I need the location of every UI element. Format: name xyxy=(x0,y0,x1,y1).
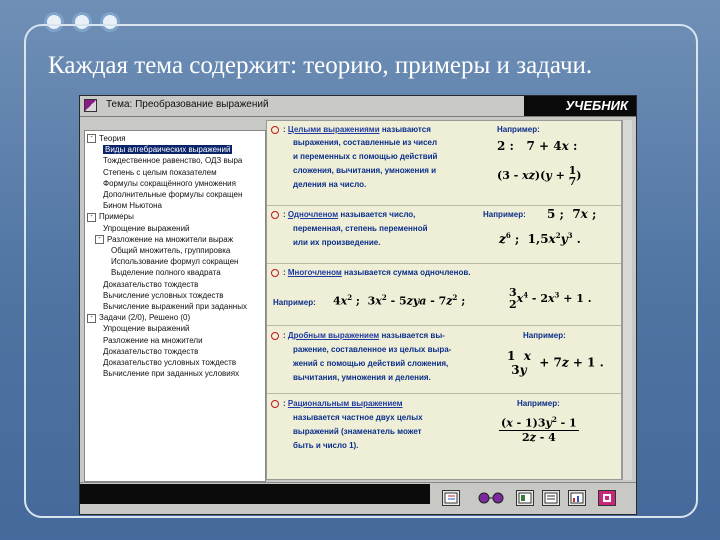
notes-icon[interactable] xyxy=(542,490,560,506)
term-link-integer[interactable]: Целыми выражениями xyxy=(287,125,380,134)
section-4-line-3: вычитания, умножения и деления. xyxy=(293,373,431,382)
section-1-line-4: деления на число. xyxy=(293,180,367,189)
example-formula: 5 ; 7x ; xyxy=(547,207,597,221)
section-3-example-label: Например: xyxy=(273,298,316,307)
section-1-heading: : Целыми выражениями называются xyxy=(283,125,431,134)
chart-icon[interactable] xyxy=(568,490,586,506)
tree-item[interactable] xyxy=(103,223,190,234)
tree-item-label: Вычисление выражений при заданных xyxy=(103,302,247,311)
tree-expander-icon[interactable]: - xyxy=(87,134,96,143)
app-icon xyxy=(84,99,97,112)
vertical-scrollbar[interactable] xyxy=(622,120,632,480)
section-4-heading: : Дробным выражением называется вы- xyxy=(283,331,445,340)
term-link-monomial[interactable]: Одночленом xyxy=(287,210,339,219)
bullet-icon xyxy=(271,400,279,408)
section-1-line-2: и переменных с помощью действий xyxy=(293,152,438,161)
tree-item-label: Тождественное равенство, ОДЗ выра xyxy=(103,156,243,166)
tree-item-label: Формулы сокращённого умножения xyxy=(103,178,236,188)
section-2-heading: : Одночленом называется число, xyxy=(283,210,416,219)
section-3-after: называется сумма одночленов. xyxy=(344,268,471,277)
tree-item[interactable] xyxy=(103,357,236,368)
term-link-rational[interactable]: Рациональным выражением xyxy=(287,399,403,408)
tree-item[interactable] xyxy=(103,155,242,166)
tree-item[interactable] xyxy=(103,301,247,312)
tree-item[interactable] xyxy=(87,211,134,222)
tree-item[interactable] xyxy=(103,290,223,301)
tree-item-label: Выделение полного квадрата xyxy=(111,268,221,278)
tree-item-label: Доказательство условных тождеств xyxy=(103,358,237,367)
section-5-example-label: Например: xyxy=(517,399,560,408)
section-4-example-label: Например: xyxy=(523,331,566,340)
term-link-polynomial[interactable]: Многочленом xyxy=(287,268,342,277)
tree-item[interactable] xyxy=(103,167,217,178)
section-1-example-label: Например: xyxy=(497,125,540,134)
tree-item[interactable] xyxy=(111,245,230,256)
tree-item[interactable] xyxy=(111,256,238,267)
tree-item-label: Задачи (2/0), Решено (0) xyxy=(99,313,191,323)
tree-item-label: Упрощение выражений xyxy=(103,223,190,233)
tree-expander-icon[interactable]: - xyxy=(87,213,96,222)
tree-item[interactable] xyxy=(95,234,233,245)
tree-item[interactable] xyxy=(103,178,236,189)
topic-tree[interactable] xyxy=(84,130,266,482)
section-1-line-1: выражения, составленные из чисел xyxy=(293,138,438,147)
example-formula: 1 x 3y + 7z + 1 . xyxy=(507,349,604,377)
section-4-after: называется вы- xyxy=(381,331,445,340)
bullet-icon xyxy=(271,211,279,219)
section-4-line-2: жений с помощью действий сложения, xyxy=(293,359,449,368)
tree-item[interactable] xyxy=(111,267,221,278)
theory-book-icon[interactable] xyxy=(442,490,460,506)
example-formula: $4x^2$ ; $3x^2 - 5zya - 7z^2$ ; xyxy=(333,293,466,308)
example-formula: 2 : 7 + 4x : xyxy=(497,139,578,153)
section-1-after: называются xyxy=(381,125,431,134)
tree-item-label: Вычисление при заданных условиях xyxy=(103,369,240,379)
tasks-icon[interactable] xyxy=(516,490,534,506)
window-titlebar xyxy=(80,96,636,117)
section-5-line-3: быть и число 1). xyxy=(293,441,359,450)
section-2-example-label: Например: xyxy=(483,210,526,219)
tree-item-label: Бином Ньютона xyxy=(103,201,162,211)
tree-item-label: Степень с целым показателем xyxy=(103,167,217,177)
section-1-line-3: сложения, вычитания, умножения и xyxy=(293,166,437,175)
section-4-line-1: ражение, составленное из целых выра- xyxy=(293,345,452,354)
tree-item-label: Разложение на множители xyxy=(103,335,203,345)
tree-item-label: Доказательство тождеств xyxy=(103,346,199,356)
section-2-line-2: или их произведение. xyxy=(293,238,381,247)
bullet-icon xyxy=(271,126,279,134)
tree-item[interactable] xyxy=(103,200,162,211)
tree-item[interactable] xyxy=(103,323,190,334)
tree-item[interactable] xyxy=(103,335,203,346)
term-link-fractional[interactable]: Дробным выражением xyxy=(287,331,380,340)
example-formula: (3 - xz)(y + 1 7) xyxy=(497,164,582,188)
textbook-banner: УЧЕБНИК xyxy=(524,96,636,116)
tree-item-label: Виды алгебраических выражений xyxy=(105,145,231,155)
tree-item-label: Использование формул сокращен xyxy=(111,257,239,267)
tree-item[interactable] xyxy=(103,189,242,200)
tree-item[interactable] xyxy=(103,346,198,357)
example-formula: $z^6$ ; $1,5x^2y^3$ . xyxy=(499,231,581,246)
tree-item[interactable] xyxy=(87,312,190,323)
tree-expander-icon[interactable]: - xyxy=(87,314,96,323)
tree-item[interactable] xyxy=(103,279,198,290)
tree-item-label: Доказательство тождеств xyxy=(103,279,199,289)
tree-item-label: Разложение на множители выраж xyxy=(107,234,234,244)
tree-item-label: Вычисление условных тождеств xyxy=(103,290,224,300)
window-title: Тема: Преобразование выражений xyxy=(106,99,269,110)
tree-expander-icon[interactable]: - xyxy=(95,235,104,244)
tree-item-label: Дополнительные формулы сокращен xyxy=(103,190,243,199)
bullet-icon xyxy=(271,269,279,277)
textbook-window xyxy=(80,96,636,514)
example-formula: $(x - 1)3y^2 - 1$ 2z - 4 xyxy=(501,415,577,444)
tree-item-label: Примеры xyxy=(99,212,134,222)
section-3-heading: : Многочленом называется сумма одночленов. xyxy=(283,268,471,277)
section-5-line-2: выражений (знаменатель может xyxy=(293,427,422,436)
theory-panel xyxy=(266,120,622,480)
section-5-heading: : Рациональным выражением xyxy=(283,399,403,408)
bullet-icon xyxy=(271,332,279,340)
section-2-after: называется число, xyxy=(340,210,416,219)
tree-item[interactable] xyxy=(103,144,232,155)
tree-item[interactable] xyxy=(103,368,239,379)
tree-item-label: Упрощение выражений xyxy=(103,324,190,334)
example-formula: 3 $2x^4 - 2x^3 + 1$ . xyxy=(509,286,592,311)
tree-item[interactable] xyxy=(87,133,126,144)
examples-toggle-icon[interactable] xyxy=(478,490,504,506)
tree-item-label: Общий множитель, группировка xyxy=(111,246,231,255)
section-5-line-1: называется частное двух целых xyxy=(293,413,423,422)
status-strip xyxy=(80,484,430,504)
tree-item-label: Теория xyxy=(99,134,126,143)
slide-title: Каждая тема содержит: теорию, примеры и задачи. xyxy=(48,52,593,79)
exit-icon[interactable] xyxy=(598,490,616,506)
section-2-line-1: переменная, степень переменной xyxy=(293,224,428,233)
